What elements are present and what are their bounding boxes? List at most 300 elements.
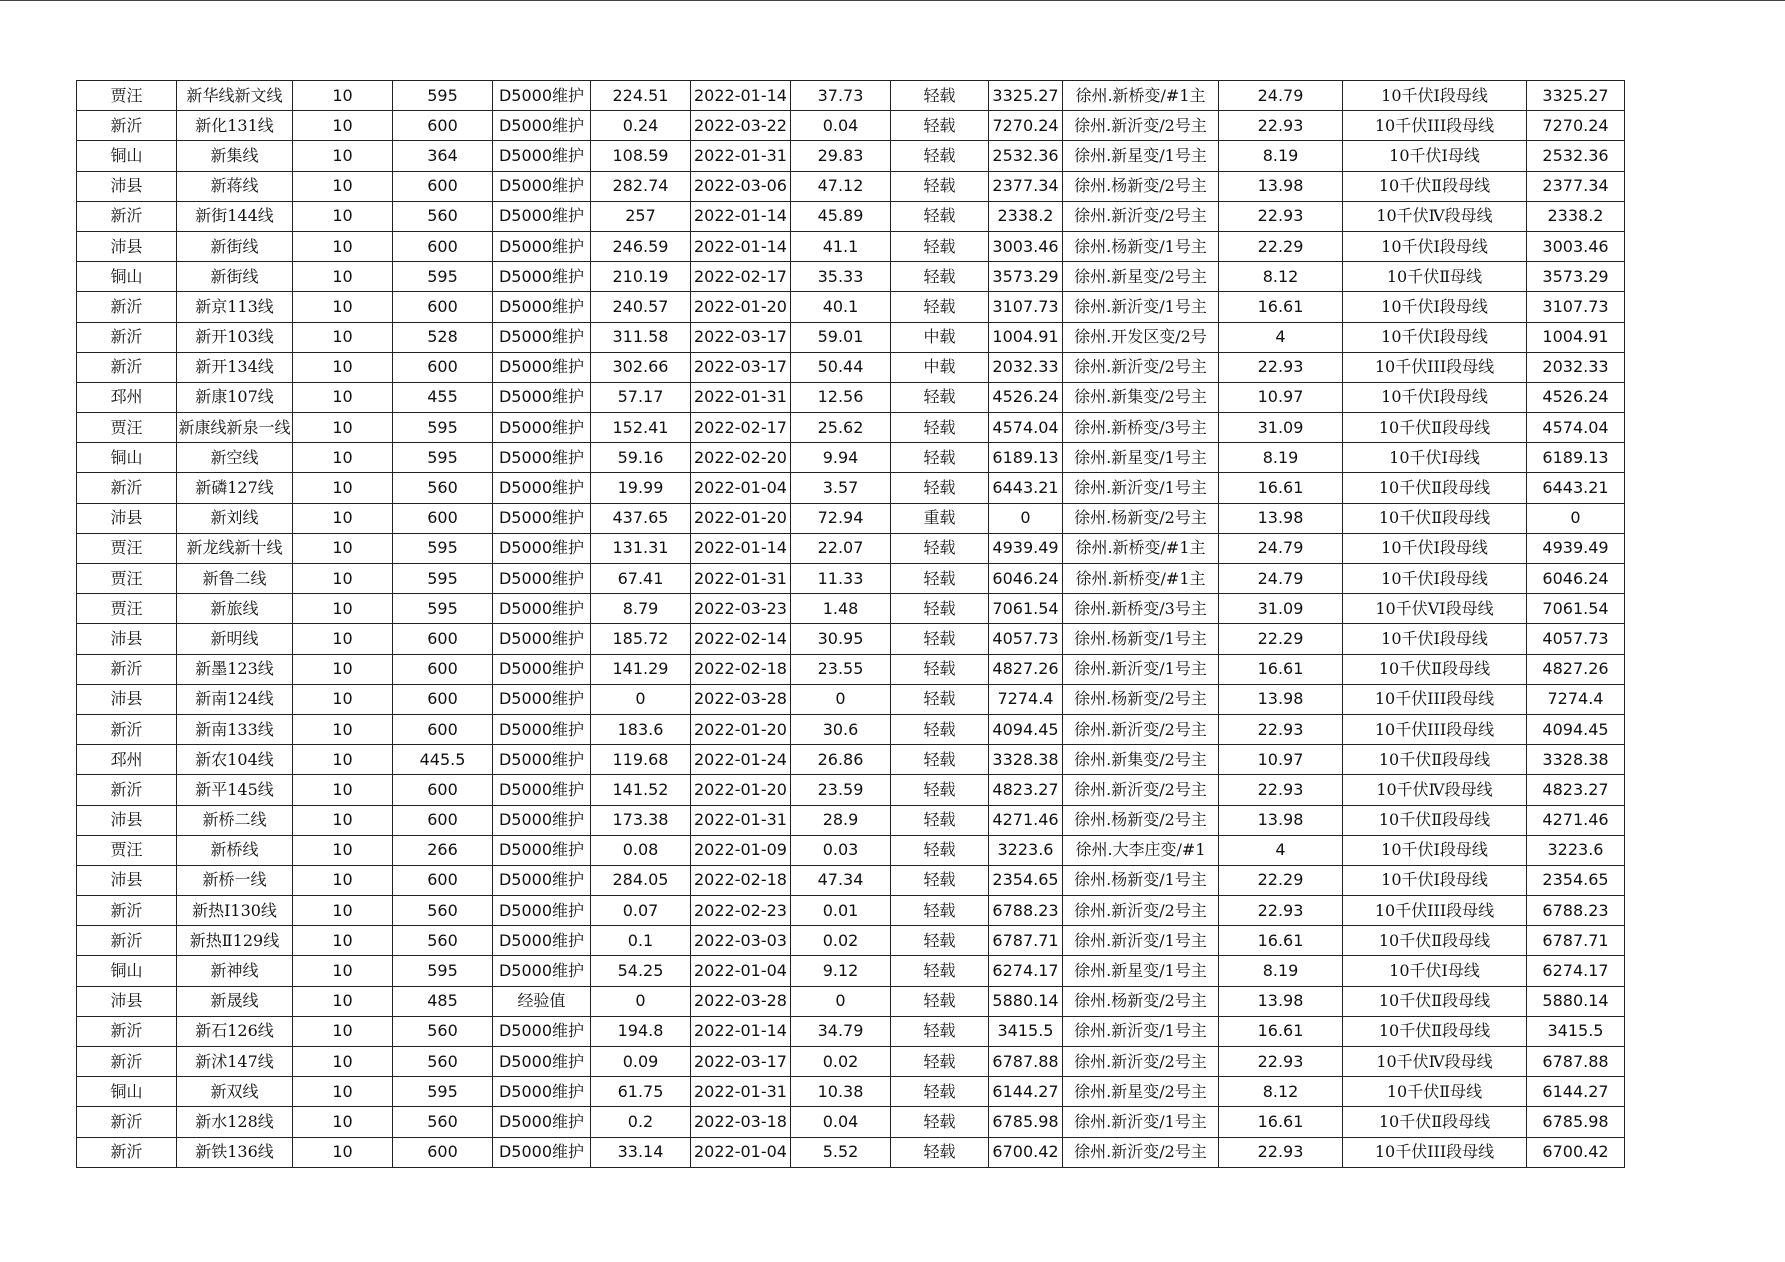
cell-available-capacity: 1004.91: [989, 322, 1063, 352]
cell-max-current: 61.75: [591, 1077, 691, 1107]
cell-line-name: 新磷127线: [177, 473, 293, 503]
cell-data-source: D5000维护: [493, 775, 591, 805]
cell-busbar: 10千伏III段母线: [1343, 111, 1527, 141]
cell-transformer: 徐州.大李庄变/#1: [1063, 835, 1219, 865]
cell-capacity: 2377.34: [1527, 171, 1625, 201]
cell-max-current: 173.38: [591, 805, 691, 835]
cell-available-capacity: 3415.5: [989, 1016, 1063, 1046]
cell-rated-current: 600: [393, 111, 493, 141]
cell-busbar: 10千伏III段母线: [1343, 352, 1527, 382]
cell-line-name: 新刘线: [177, 503, 293, 533]
cell-line-name: 新神线: [177, 956, 293, 986]
cell-date: 2022-03-28: [691, 684, 791, 714]
cell-busbar: 10千伏Ⅱ段母线: [1343, 171, 1527, 201]
cell-transformer-load: 13.98: [1219, 805, 1343, 835]
cell-busbar: 10千伏Ⅱ段母线: [1343, 1016, 1527, 1046]
table-row: [77, 382, 1625, 412]
cell-line-name: 新晟线: [177, 986, 293, 1016]
cell-load-level: 轻载: [891, 1016, 989, 1046]
cell-date: 2022-01-14: [691, 533, 791, 563]
cell-transformer: 徐州.新沂变/1号主: [1063, 654, 1219, 684]
cell-capacity: 6274.17: [1527, 956, 1625, 986]
cell-date: 2022-03-06: [691, 171, 791, 201]
cell-transformer-load: 16.61: [1219, 473, 1343, 503]
cell-transformer: 徐州.新沂变/2号主: [1063, 352, 1219, 382]
cell-data-source: D5000维护: [493, 443, 591, 473]
table-row: [77, 503, 1625, 533]
cell-line-name: 新南124线: [177, 684, 293, 714]
cell-load-rate: 1.48: [791, 594, 891, 624]
cell-voltage: 10: [293, 1016, 393, 1046]
cell-busbar: 10千伏Ⅱ母线: [1343, 262, 1527, 292]
cell-voltage: 10: [293, 896, 393, 926]
cell-transformer-load: 22.29: [1219, 624, 1343, 654]
cell-max-current: 183.6: [591, 714, 691, 744]
cell-date: 2022-02-17: [691, 413, 791, 443]
cell-available-capacity: 6788.23: [989, 896, 1063, 926]
cell-busbar: 10千伏III段母线: [1343, 714, 1527, 744]
cell-date: 2022-02-18: [691, 865, 791, 895]
cell-data-source: D5000维护: [493, 503, 591, 533]
cell-data-source: D5000维护: [493, 745, 591, 775]
cell-load-rate: 41.1: [791, 231, 891, 261]
cell-transformer-load: 22.93: [1219, 714, 1343, 744]
cell-date: 2022-01-14: [691, 201, 791, 231]
cell-transformer-load: 8.12: [1219, 1077, 1343, 1107]
cell-transformer-load: 22.93: [1219, 1047, 1343, 1077]
cell-available-capacity: 3003.46: [989, 231, 1063, 261]
cell-voltage: 10: [293, 81, 393, 111]
cell-data-source: D5000维护: [493, 111, 591, 141]
cell-date: 2022-01-20: [691, 714, 791, 744]
cell-available-capacity: 4526.24: [989, 382, 1063, 412]
cell-load-level: 轻载: [891, 684, 989, 714]
cell-max-current: 282.74: [591, 171, 691, 201]
cell-district: 沛县: [77, 171, 177, 201]
cell-data-source: D5000维护: [493, 292, 591, 322]
cell-load-rate: 72.94: [791, 503, 891, 533]
cell-transformer-load: 8.19: [1219, 956, 1343, 986]
table-row: [77, 322, 1625, 352]
cell-busbar: 10千伏Ⅰ段母线: [1343, 81, 1527, 111]
cell-busbar: 10千伏Ⅰ段母线: [1343, 322, 1527, 352]
cell-rated-current: 600: [393, 624, 493, 654]
cell-transformer: 徐州.杨新变/2号主: [1063, 171, 1219, 201]
cell-load-level: 轻载: [891, 81, 989, 111]
cell-capacity: 4827.26: [1527, 654, 1625, 684]
cell-date: 2022-01-31: [691, 1077, 791, 1107]
cell-line-name: 新集线: [177, 141, 293, 171]
cell-available-capacity: 7270.24: [989, 111, 1063, 141]
cell-rated-current: 595: [393, 443, 493, 473]
cell-max-current: 57.17: [591, 382, 691, 412]
cell-voltage: 10: [293, 413, 393, 443]
cell-transformer: 徐州.杨新变/2号主: [1063, 805, 1219, 835]
cell-rated-current: 560: [393, 201, 493, 231]
cell-voltage: 10: [293, 805, 393, 835]
cell-date: 2022-01-24: [691, 745, 791, 775]
table-row: [77, 201, 1625, 231]
cell-data-source: D5000维护: [493, 956, 591, 986]
cell-available-capacity: 4827.26: [989, 654, 1063, 684]
cell-load-level: 轻载: [891, 1137, 989, 1167]
cell-load-level: 轻载: [891, 986, 989, 1016]
cell-busbar: 10千伏Ⅱ段母线: [1343, 1107, 1527, 1137]
cell-load-rate: 26.86: [791, 745, 891, 775]
cell-voltage: 10: [293, 1077, 393, 1107]
cell-district: 沛县: [77, 231, 177, 261]
cell-line-name: 新铁136线: [177, 1137, 293, 1167]
cell-load-level: 轻载: [891, 564, 989, 594]
cell-transformer-load: 22.93: [1219, 201, 1343, 231]
table-row: [77, 564, 1625, 594]
cell-transformer-load: 24.79: [1219, 564, 1343, 594]
cell-line-name: 新康线新泉一线: [177, 413, 293, 443]
cell-available-capacity: 2032.33: [989, 352, 1063, 382]
cell-line-name: 新热Ⅱ129线: [177, 926, 293, 956]
cell-available-capacity: 6144.27: [989, 1077, 1063, 1107]
cell-voltage: 10: [293, 141, 393, 171]
cell-date: 2022-01-31: [691, 141, 791, 171]
cell-data-source: D5000维护: [493, 141, 591, 171]
cell-transformer: 徐州.新沂变/1号主: [1063, 292, 1219, 322]
cell-available-capacity: 6189.13: [989, 443, 1063, 473]
cell-line-name: 新桥一线: [177, 865, 293, 895]
cell-capacity: 7270.24: [1527, 111, 1625, 141]
cell-voltage: 10: [293, 1107, 393, 1137]
cell-busbar: 10千伏III段母线: [1343, 896, 1527, 926]
cell-date: 2022-01-09: [691, 835, 791, 865]
cell-busbar: 10千伏Ⅱ段母线: [1343, 654, 1527, 684]
cell-district: 沛县: [77, 986, 177, 1016]
cell-transformer-load: 16.61: [1219, 654, 1343, 684]
cell-load-rate: 23.59: [791, 775, 891, 805]
table-row: [77, 231, 1625, 261]
cell-transformer: 徐州.新沂变/1号主: [1063, 1016, 1219, 1046]
cell-line-name: 新双线: [177, 1077, 293, 1107]
cell-transformer-load: 13.98: [1219, 986, 1343, 1016]
cell-available-capacity: 6787.88: [989, 1047, 1063, 1077]
cell-transformer: 徐州.杨新变/1号主: [1063, 865, 1219, 895]
cell-date: 2022-02-20: [691, 443, 791, 473]
cell-voltage: 10: [293, 564, 393, 594]
cell-date: 2022-02-14: [691, 624, 791, 654]
cell-transformer: 徐州.新沂变/1号主: [1063, 473, 1219, 503]
cell-busbar: 10千伏Ⅱ段母线: [1343, 413, 1527, 443]
cell-busbar: 10千伏Ⅰ段母线: [1343, 292, 1527, 322]
cell-transformer: 徐州.新沂变/2号主: [1063, 775, 1219, 805]
cell-transformer-load: 31.09: [1219, 594, 1343, 624]
cell-district: 铜山: [77, 1077, 177, 1107]
cell-load-rate: 0.01: [791, 896, 891, 926]
cell-busbar: 10千伏III段母线: [1343, 1137, 1527, 1167]
cell-load-rate: 0: [791, 684, 891, 714]
cell-load-level: 轻载: [891, 111, 989, 141]
cell-data-source: D5000维护: [493, 684, 591, 714]
cell-transformer-load: 8.19: [1219, 443, 1343, 473]
cell-district: 铜山: [77, 443, 177, 473]
cell-district: 邳州: [77, 745, 177, 775]
cell-transformer: 徐州.杨新变/2号主: [1063, 986, 1219, 1016]
cell-load-rate: 30.95: [791, 624, 891, 654]
cell-load-level: 轻载: [891, 292, 989, 322]
cell-busbar: 10千伏Ⅱ段母线: [1343, 473, 1527, 503]
cell-available-capacity: 2377.34: [989, 171, 1063, 201]
cell-rated-current: 560: [393, 473, 493, 503]
cell-voltage: 10: [293, 745, 393, 775]
cell-voltage: 10: [293, 835, 393, 865]
cell-transformer: 徐州.杨新变/2号主: [1063, 684, 1219, 714]
cell-rated-current: 595: [393, 413, 493, 443]
cell-line-name: 新蒋线: [177, 171, 293, 201]
cell-load-level: 轻载: [891, 775, 989, 805]
cell-transformer-load: 4: [1219, 322, 1343, 352]
cell-max-current: 257: [591, 201, 691, 231]
cell-load-level: 轻载: [891, 896, 989, 926]
cell-busbar: 10千伏Ⅱ段母线: [1343, 503, 1527, 533]
cell-max-current: 185.72: [591, 624, 691, 654]
table-row: [77, 1047, 1625, 1077]
cell-load-level: 轻载: [891, 382, 989, 412]
cell-max-current: 0.1: [591, 926, 691, 956]
cell-load-level: 轻载: [891, 262, 989, 292]
cell-transformer: 徐州.新桥变/3号主: [1063, 413, 1219, 443]
cell-transformer: 徐州.新沂变/1号主: [1063, 1107, 1219, 1137]
cell-load-level: 轻载: [891, 1107, 989, 1137]
cell-voltage: 10: [293, 292, 393, 322]
cell-capacity: 3415.5: [1527, 1016, 1625, 1046]
cell-district: 新沂: [77, 1016, 177, 1046]
cell-date: 2022-02-18: [691, 654, 791, 684]
cell-available-capacity: 6274.17: [989, 956, 1063, 986]
cell-district: 贾汪: [77, 594, 177, 624]
cell-busbar: 10千伏Ⅰ段母线: [1343, 835, 1527, 865]
cell-load-level: 轻载: [891, 141, 989, 171]
cell-busbar: 10千伏Ⅰ段母线: [1343, 564, 1527, 594]
table-row: [77, 654, 1625, 684]
cell-voltage: 10: [293, 624, 393, 654]
table-row: [77, 111, 1625, 141]
cell-rated-current: 560: [393, 896, 493, 926]
cell-busbar: 10千伏Ⅳ段母线: [1343, 201, 1527, 231]
cell-load-rate: 47.34: [791, 865, 891, 895]
cell-district: 新沂: [77, 714, 177, 744]
cell-transformer-load: 16.61: [1219, 292, 1343, 322]
cell-load-rate: 0: [791, 986, 891, 1016]
cell-line-name: 新京113线: [177, 292, 293, 322]
cell-load-rate: 47.12: [791, 171, 891, 201]
cell-voltage: 10: [293, 111, 393, 141]
cell-load-rate: 12.56: [791, 382, 891, 412]
cell-voltage: 10: [293, 1047, 393, 1077]
cell-busbar: 10千伏Ⅰ段母线: [1343, 865, 1527, 895]
cell-transformer: 徐州.新沂变/2号主: [1063, 111, 1219, 141]
cell-date: 2022-01-20: [691, 503, 791, 533]
cell-date: 2022-01-31: [691, 382, 791, 412]
cell-load-rate: 0.04: [791, 1107, 891, 1137]
cell-load-rate: 5.52: [791, 1137, 891, 1167]
cell-available-capacity: 3573.29: [989, 262, 1063, 292]
cell-date: 2022-01-31: [691, 564, 791, 594]
cell-data-source: 经验值: [493, 986, 591, 1016]
cell-district: 沛县: [77, 865, 177, 895]
cell-capacity: 3107.73: [1527, 292, 1625, 322]
cell-load-level: 中载: [891, 322, 989, 352]
cell-voltage: 10: [293, 171, 393, 201]
cell-district: 贾汪: [77, 564, 177, 594]
cell-capacity: 3325.27: [1527, 81, 1625, 111]
cell-available-capacity: 6787.71: [989, 926, 1063, 956]
cell-transformer: 徐州.新星变/2号主: [1063, 262, 1219, 292]
cell-max-current: 0.2: [591, 1107, 691, 1137]
cell-data-source: D5000维护: [493, 352, 591, 382]
cell-load-level: 轻载: [891, 533, 989, 563]
cell-line-name: 新南133线: [177, 714, 293, 744]
cell-rated-current: 600: [393, 231, 493, 261]
cell-load-rate: 0.03: [791, 835, 891, 865]
cell-date: 2022-01-04: [691, 1137, 791, 1167]
cell-district: 新沂: [77, 775, 177, 805]
cell-district: 邳州: [77, 382, 177, 412]
cell-transformer: 徐州.杨新变/1号主: [1063, 624, 1219, 654]
cell-date: 2022-01-14: [691, 231, 791, 261]
cell-data-source: D5000维护: [493, 594, 591, 624]
cell-data-source: D5000维护: [493, 714, 591, 744]
cell-max-current: 131.31: [591, 533, 691, 563]
cell-transformer: 徐州.新集变/2号主: [1063, 382, 1219, 412]
cell-capacity: 6443.21: [1527, 473, 1625, 503]
page-top-border: [0, 0, 1785, 1]
cell-transformer-load: 10.97: [1219, 745, 1343, 775]
cell-capacity: 4094.45: [1527, 714, 1625, 744]
cell-voltage: 10: [293, 201, 393, 231]
cell-voltage: 10: [293, 684, 393, 714]
cell-line-name: 新开134线: [177, 352, 293, 382]
cell-voltage: 10: [293, 956, 393, 986]
cell-capacity: 6787.71: [1527, 926, 1625, 956]
cell-voltage: 10: [293, 473, 393, 503]
table-row: [77, 1107, 1625, 1137]
cell-capacity: 6788.23: [1527, 896, 1625, 926]
cell-available-capacity: 5880.14: [989, 986, 1063, 1016]
cell-rated-current: 600: [393, 292, 493, 322]
cell-load-level: 轻载: [891, 865, 989, 895]
table-row: [77, 262, 1625, 292]
cell-district: 新沂: [77, 1047, 177, 1077]
cell-available-capacity: 6443.21: [989, 473, 1063, 503]
cell-rated-current: 595: [393, 533, 493, 563]
cell-busbar: 10千伏Ⅰ段母线: [1343, 624, 1527, 654]
cell-transformer-load: 13.98: [1219, 503, 1343, 533]
cell-busbar: 10千伏Ⅰ母线: [1343, 141, 1527, 171]
cell-load-level: 轻载: [891, 413, 989, 443]
cell-load-rate: 29.83: [791, 141, 891, 171]
cell-busbar: 10千伏Ⅳ段母线: [1343, 1047, 1527, 1077]
cell-rated-current: 266: [393, 835, 493, 865]
cell-transformer-load: 22.29: [1219, 865, 1343, 895]
cell-data-source: D5000维护: [493, 896, 591, 926]
table-row: [77, 865, 1625, 895]
cell-voltage: 10: [293, 382, 393, 412]
cell-busbar: 10千伏Ⅱ段母线: [1343, 926, 1527, 956]
cell-line-name: 新康107线: [177, 382, 293, 412]
cell-district: 新沂: [77, 1137, 177, 1167]
cell-district: 贾汪: [77, 533, 177, 563]
cell-busbar: 10千伏Ⅱ母线: [1343, 1077, 1527, 1107]
cell-load-level: 重载: [891, 503, 989, 533]
cell-rated-current: 455: [393, 382, 493, 412]
cell-line-name: 新街144线: [177, 201, 293, 231]
cell-data-source: D5000维护: [493, 654, 591, 684]
cell-capacity: 0: [1527, 503, 1625, 533]
cell-load-rate: 50.44: [791, 352, 891, 382]
cell-available-capacity: 2532.36: [989, 141, 1063, 171]
cell-district: 新沂: [77, 926, 177, 956]
cell-load-level: 轻载: [891, 473, 989, 503]
cell-load-level: 轻载: [891, 624, 989, 654]
cell-voltage: 10: [293, 926, 393, 956]
cell-transformer-load: 31.09: [1219, 413, 1343, 443]
cell-available-capacity: 4574.04: [989, 413, 1063, 443]
cell-voltage: 10: [293, 352, 393, 382]
cell-load-level: 轻载: [891, 594, 989, 624]
cell-line-name: 新街线: [177, 262, 293, 292]
cell-load-rate: 23.55: [791, 654, 891, 684]
cell-capacity: 3223.6: [1527, 835, 1625, 865]
table-row: [77, 292, 1625, 322]
cell-max-current: 33.14: [591, 1137, 691, 1167]
cell-transformer: 徐州.新星变/1号主: [1063, 443, 1219, 473]
table-row: [77, 1077, 1625, 1107]
cell-max-current: 224.51: [591, 81, 691, 111]
cell-voltage: 10: [293, 986, 393, 1016]
cell-capacity: 4823.27: [1527, 775, 1625, 805]
cell-rated-current: 528: [393, 322, 493, 352]
cell-busbar: 10千伏VI段母线: [1343, 594, 1527, 624]
cell-rated-current: 600: [393, 865, 493, 895]
cell-transformer: 徐州.杨新变/1号主: [1063, 231, 1219, 261]
table-row: [77, 805, 1625, 835]
cell-rated-current: 595: [393, 956, 493, 986]
cell-transformer: 徐州.新沂变/2号主: [1063, 714, 1219, 744]
cell-date: 2022-01-14: [691, 81, 791, 111]
table-row: [77, 1016, 1625, 1046]
cell-max-current: 59.16: [591, 443, 691, 473]
cell-voltage: 10: [293, 443, 393, 473]
cell-load-rate: 10.38: [791, 1077, 891, 1107]
cell-district: 铜山: [77, 262, 177, 292]
cell-transformer: 徐州.杨新变/2号主: [1063, 503, 1219, 533]
cell-district: 新沂: [77, 352, 177, 382]
cell-data-source: D5000维护: [493, 382, 591, 412]
cell-date: 2022-02-23: [691, 896, 791, 926]
cell-available-capacity: 7274.4: [989, 684, 1063, 714]
cell-busbar: 10千伏Ⅱ段母线: [1343, 745, 1527, 775]
cell-capacity: 6144.27: [1527, 1077, 1625, 1107]
cell-max-current: 246.59: [591, 231, 691, 261]
cell-load-rate: 25.62: [791, 413, 891, 443]
cell-rated-current: 600: [393, 684, 493, 714]
cell-rated-current: 600: [393, 805, 493, 835]
cell-district: 新沂: [77, 1107, 177, 1137]
cell-rated-current: 595: [393, 1077, 493, 1107]
cell-capacity: 4526.24: [1527, 382, 1625, 412]
cell-rated-current: 600: [393, 1137, 493, 1167]
cell-rated-current: 560: [393, 1047, 493, 1077]
cell-rated-current: 595: [393, 81, 493, 111]
cell-voltage: 10: [293, 775, 393, 805]
cell-line-name: 新鲁二线: [177, 564, 293, 594]
